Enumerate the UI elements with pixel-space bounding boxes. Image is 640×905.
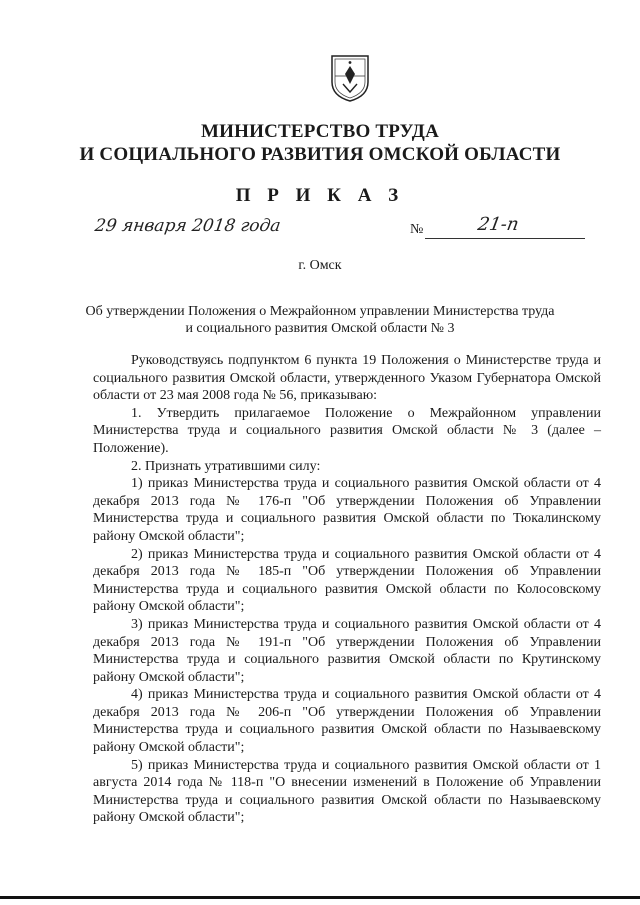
order-body — [93, 352, 601, 827]
body-paragraph: 2) приказ Министерства труда и социального развития Омской области от 4 декабря 2013 года № 185-п "Об утверждении Положения об Управлении Министерства труда и социального развития Омской области по Колосовскому району Омской области"; — [93, 546, 601, 615]
body-paragraph: 3) приказ Министерства труда и социального развития Омской области от 4 декабря 2013 года № 191-п "Об утверждении Положения об Управлении Министерства труда и социального развития Омской области по Крутинскому району Омской области"; — [93, 616, 601, 685]
subject-line2: и социального развития Омской области № 3 — [185, 321, 455, 336]
document-type-heading: П Р И К А З — [235, 185, 405, 206]
ministry-title-line2: И СОЦИАЛЬНОГО РАЗВИТИЯ ОМСКОЙ ОБЛАСТИ — [79, 144, 561, 165]
body-paragraph: 2. Признать утратившими силу: — [131, 458, 321, 474]
scan-bottom-edge — [0, 896, 640, 899]
handwritten-date: 29 января 2018 года — [93, 216, 282, 236]
handwritten-order-number: 21-п — [476, 214, 521, 235]
order-number-underline — [425, 238, 585, 239]
body-paragraph: 5) приказ Министерства труда и социального развития Омской области от 1 августа 2014 года № 118-п "О внесении изменений в Положение об Управлении Министерства труда и социального развития Омской области по Называевскому району Омской области"; — [93, 757, 601, 826]
order-number-label: № — [410, 222, 424, 237]
body-paragraph: Руководствуясь подпунктом 6 пункта 19 Положения о Министерстве труда и социального развития Омской области, утвержденного Указом Губернатора Омской области от 23 мая 2008 года № 56, приказываю: — [93, 353, 601, 404]
body-paragraph: 4) приказ Министерства труда и социального развития Омской области от 4 декабря 2013 года № 206-п "Об утверждении Положения об Управлении Министерства труда и социального развития Омской области по Называевскому району Омской области"; — [93, 687, 601, 756]
subject-line1: Об утверждении Положения о Межрайонном управлении Министерства труда — [85, 304, 555, 319]
body-paragraph: 1. Утвердить прилагаемое Положение о Межрайонном управлении Министерства труда и социального развития Омской области № 3 (далее – Положение). — [93, 405, 601, 456]
body-paragraph: 1) приказ Министерства труда и социального развития Омской области от 4 декабря 2013 года № 176-п "Об утверждении Положения об Управлении Министерства труда и социального развития Омской области по Тюкалинскому району Омской области"; — [93, 476, 601, 544]
city-line: г. Омск — [298, 258, 342, 273]
omsk-coat-of-arms-icon — [329, 54, 371, 102]
order-subject — [80, 303, 560, 337]
ministry-title-line1: МИНИСТЕРСТВО ТРУДА — [201, 121, 439, 142]
